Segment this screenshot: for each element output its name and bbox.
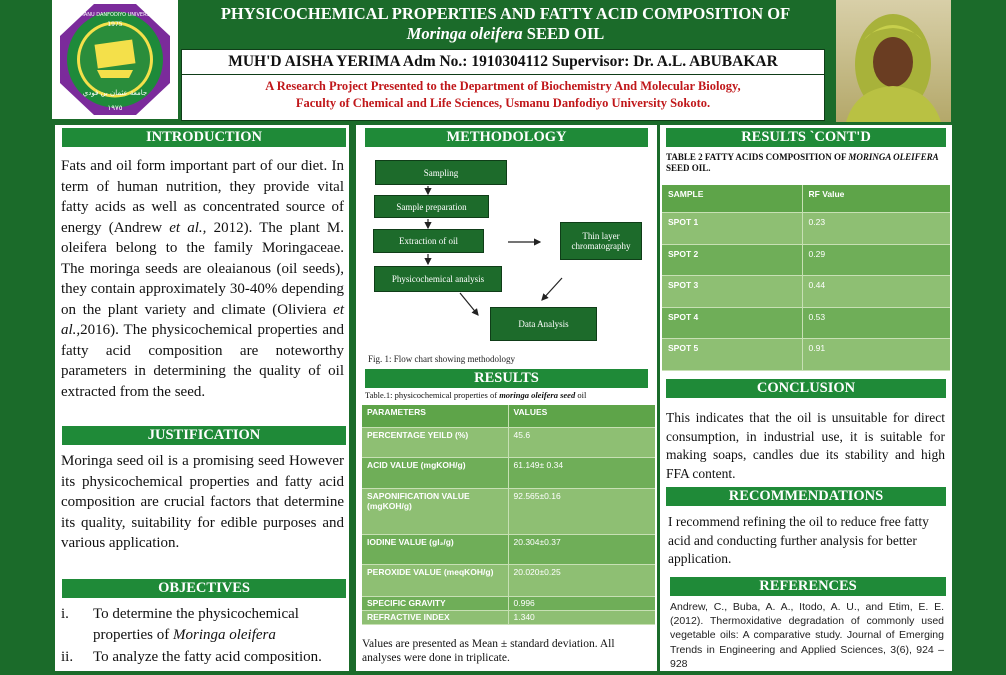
title-line-1: PHYSICOCHEMICAL PROPERTIES AND FATTY ACID COMPOSITION OF [220,4,791,23]
physicochemical-table [362,405,655,625]
column-header: RF Value [802,185,950,212]
recommendations-heading: RECOMMENDATIONS [666,487,946,506]
references-text: Andrew, C., Buba, A. A., Itodo, A. U., and Etim, E. E. (2012). Thermoxidative degradation of commonly used vegetable oils: A comparative study. Journal of Emerging Trends in Engineering and Applied Sciences, 3(6), 924 – 928 [670,601,944,670]
title-line-2 [178,24,833,44]
affiliation-line-1: A Research Project Presented to the Department of Biochemistry And Molecular Biology, [265,79,741,93]
conclusion-text: This indicates that the oil is unsuitable for direct consumption, in industrial use, it is suitable for making soaps, candles due its stability and high FFA content. [666,410,945,481]
results-heading: RESULTS [365,369,648,388]
objective-item: ii. To analyze the fatty acid composition. [61,649,322,665]
flow-arrows-icon [360,150,655,350]
flow-step-physicochemical: Physicochemical analysis [374,266,502,292]
table-header-row [662,185,950,212]
table-header-row [362,405,655,427]
flow-step-sampling: Sampling [375,160,507,185]
poster-title [178,4,833,44]
table-row: IODINE VALUE (gI₂/g) 20.304±0.37 [362,534,655,564]
table-row: PEROXIDE VALUE (meqKOH/g) 20.020±0.25 [362,564,655,596]
title-species: Moringa oleifera [406,24,523,43]
table-row: ACID VALUE (mgKOH/g) 61.149± 0.34 [362,457,655,488]
references-heading: REFERENCES [670,577,946,596]
table-row: SPOT 4 0.53 [662,307,950,338]
fatty-acid-table-title: TABLE 2 FATTY ACIDS COMPOSITION OF MORINGA OLEIFERA SEED OIL. [666,152,939,173]
results-note: Values are presented as Mean ± standard deviation. All analyses were done in triplicate. [362,638,615,664]
introduction-text: Fats and oil form important part of our diet. In term of human nutrition, they provide vital fatty acids as well as concentrated source of energy (Andrew et al., 2012). The plant M. oleifera belong to the family Moringaceae. The moringa seeds are oleaianous (oil seeds), they contain approximately 30-40% depending on the plant variety and climate (Oliviera et al.,2016). The physicochemical properties and fatty acid composition are noteworthy parameters in determining the quality of oil extracted from the seed. [61,158,345,400]
table-row: PERCENTAGE YEILD (%) 45.6 [362,427,655,457]
conclusion-heading: CONCLUSION [666,379,946,398]
justification-heading: JUSTIFICATION [62,426,346,445]
column-header: VALUES [508,405,655,427]
table-row: SPOT 5 0.91 [662,338,950,370]
table-row: SPECIFIC GRAVITY 0.996 [362,596,655,610]
introduction-heading: INTRODUCTION [62,128,346,147]
methodology-heading: METHODOLOGY [365,128,648,147]
table-row: REFRACTIVE INDEX 1.340 [362,610,655,624]
table-row: SPOT 2 0.29 [662,244,950,275]
author-line: MUH'D AISHA YERIMA Adm No.: 1910304112 Supervisor: Dr. A.L. ABUBAKAR [228,53,778,70]
table-row: SPOT 3 0.44 [662,275,950,307]
objective-item: i. To determine the physicochemical properties of Moringa oleifera [61,606,299,643]
results-table-caption: Table.1: physicochemical properties of moringa oleifera seed oil [365,390,587,400]
recommendations-text: I recommend refining the oil to reduce free fatty acid and conducting further analysis for better application. [668,514,929,566]
university-logo [52,0,178,119]
flow-step-extraction: Extraction of oil [373,229,484,253]
logo-year-bottom: ١٩٧٥ [107,104,123,112]
flow-chart-caption: Fig. 1: Flow chart showing methodology [368,354,515,364]
flow-step-tlc: Thin layer chromatography [560,222,642,260]
justification-text: Moringa seed oil is a promising seed However its physicochemical properties and fatty acid composition are crucial factors that determine its quality, suitability for edible purposes and various application. [61,453,344,551]
portrait-icon [836,0,951,122]
author-box [181,49,825,121]
logo-arabic: جامعة عثمان بن فودي [82,89,148,97]
objectives-list [61,604,344,668]
author-photo [836,0,951,122]
results-cont-heading: RESULTS `CONT'D [666,128,946,147]
column-header: SAMPLE [662,185,802,212]
table-row: SPOT 1 0.23 [662,212,950,244]
logo-ring-text: USMANU DANFODIYO UNIVERSITY [72,12,158,18]
table-row: SAPONIFICATION VALUE (mgKOH/g) 92.565±0.16 [362,488,655,534]
title-rest: SEED OIL [522,24,605,43]
affiliation-line-2: Faculty of Chemical and Life Sciences, Usmanu Danfodiyo University Sokoto. [295,96,711,110]
flow-step-data-analysis: Data Analysis [490,307,597,341]
logo-emblem-icon [52,0,178,119]
column-header: PARAMETERS [362,405,508,427]
fatty-acid-table [662,185,950,371]
flow-step-preparation: Sample preparation [374,195,489,218]
logo-year-top: 1975 [107,21,123,28]
objectives-heading: OBJECTIVES [62,579,346,598]
